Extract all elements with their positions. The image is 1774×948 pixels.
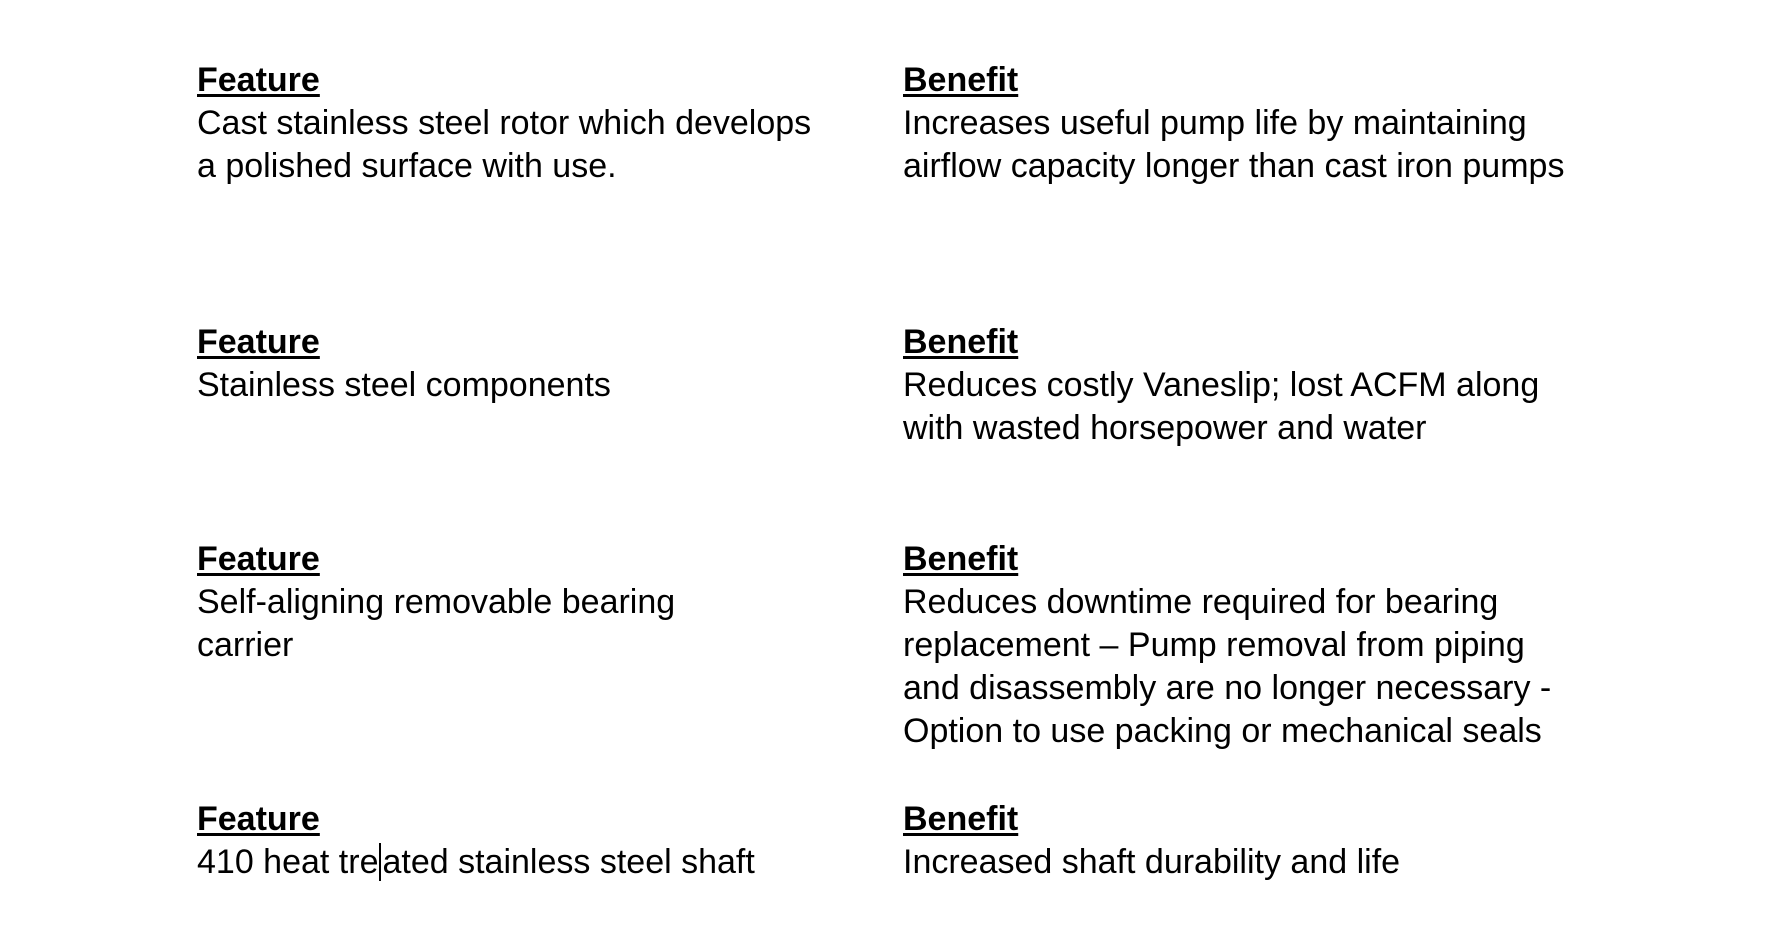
feature-heading: Feature [197,61,320,99]
feature-text-after-cursor: ated stainless steel shaft [382,843,755,881]
feature-text-line[interactable]: Self-aligning removable bearing [197,583,676,621]
feature-text-before-cursor: 410 heat tre [197,843,379,881]
benefit-text-line[interactable]: Increased shaft durability and life [903,843,1401,881]
benefit-cell-3 [903,538,1623,753]
benefit-text-line[interactable]: airflow capacity longer than cast iron pumps [903,147,1565,185]
feature-heading: Feature [197,800,320,838]
benefit-heading: Benefit [903,540,1019,578]
benefit-cell-2 [903,321,1623,450]
benefit-heading: Benefit [903,323,1019,361]
feature-cell-3 [197,538,877,667]
benefit-text-line[interactable]: with wasted horsepower and water [903,409,1427,447]
benefit-heading: Benefit [903,61,1019,99]
benefit-heading: Benefit [903,800,1019,838]
feature-cell-1 [197,59,877,188]
feature-text-line[interactable]: a polished surface with use. [197,147,617,185]
benefit-text-line[interactable]: Reduces downtime required for bearing [903,583,1499,621]
benefit-text-line[interactable]: and disassembly are no longer necessary - [903,669,1552,707]
benefit-cell-4 [903,798,1623,884]
feature-cell-4 [197,798,877,884]
feature-text-line[interactable]: Cast stainless steel rotor which develops [197,104,812,142]
feature-text-line[interactable]: carrier [197,626,294,664]
benefit-text-line[interactable]: Increases useful pump life by maintaining [903,104,1527,142]
benefit-text-line[interactable]: Option to use packing or mechanical seals [903,712,1542,750]
benefit-text-line[interactable]: replacement – Pump removal from piping [903,626,1525,664]
feature-text-line-with-cursor[interactable] [197,841,877,884]
benefit-cell-1 [903,59,1623,188]
feature-heading: Feature [197,323,320,361]
feature-heading: Feature [197,540,320,578]
feature-cell-2 [197,321,877,407]
benefit-text-line[interactable]: Reduces costly Vaneslip; lost ACFM along [903,366,1540,404]
feature-text-line[interactable]: Stainless steel components [197,366,611,404]
